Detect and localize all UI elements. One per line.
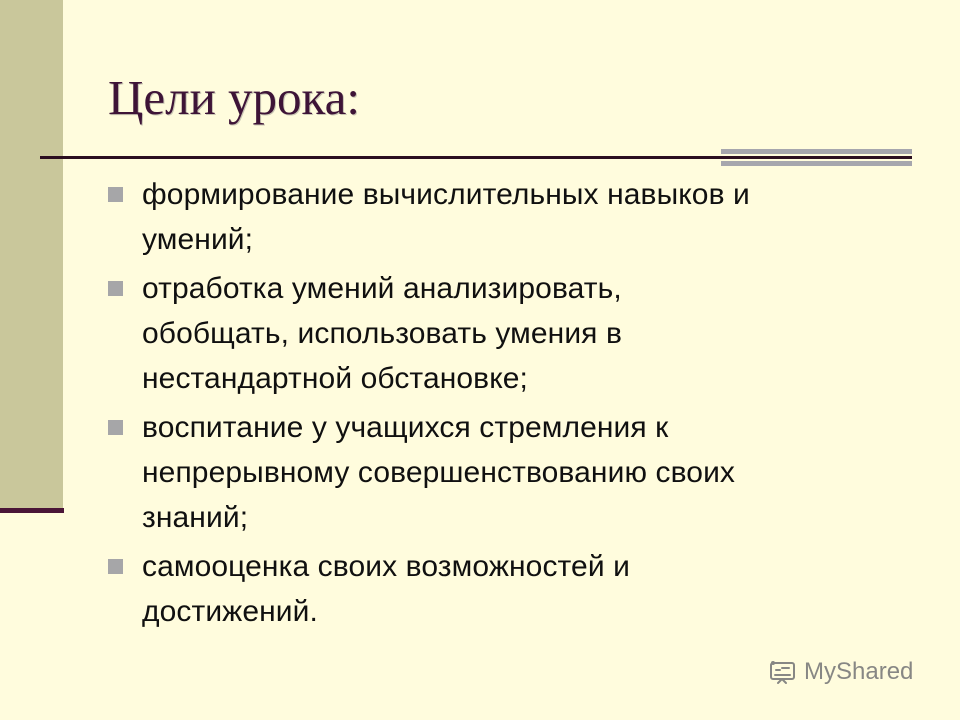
presentation-icon	[768, 658, 797, 687]
objective-text-line: умений;	[142, 223, 254, 256]
objective-text-line: обобщать, использовать умения в	[142, 317, 622, 350]
objective-text-line: формирование вычислительных навыков и	[142, 178, 750, 211]
title-divider-accent-line	[721, 149, 912, 154]
square-bullet-icon	[108, 187, 123, 202]
objective-text-line: непрерывному совершенствованию своих	[142, 456, 736, 489]
square-bullet-icon	[108, 559, 123, 574]
objective-item	[108, 544, 898, 634]
objective-item	[108, 172, 898, 262]
slide-title: Цели урока:	[108, 70, 360, 125]
objectives-list	[108, 172, 898, 638]
title-divider-accent	[721, 149, 912, 166]
objective-text-line: достижений.	[142, 595, 318, 628]
objective-text-line: воспитание у учащихся стремления к	[142, 411, 669, 444]
myshared-watermark	[768, 657, 913, 687]
left-band-rule	[0, 508, 64, 513]
title-divider-accent-line	[721, 161, 912, 166]
objective-text-line: отработка умений анализировать,	[142, 272, 622, 305]
square-bullet-icon	[108, 281, 123, 296]
objective-item	[108, 405, 898, 540]
objective-text-line: нестандартной обстановке;	[142, 362, 528, 395]
objective-text-line: знаний;	[142, 501, 249, 534]
left-accent-band	[0, 0, 63, 512]
square-bullet-icon	[108, 420, 123, 435]
watermark-text: MyShared	[804, 658, 914, 685]
objective-item	[108, 266, 898, 401]
objective-text-line: самооценка своих возможностей и	[142, 550, 630, 583]
